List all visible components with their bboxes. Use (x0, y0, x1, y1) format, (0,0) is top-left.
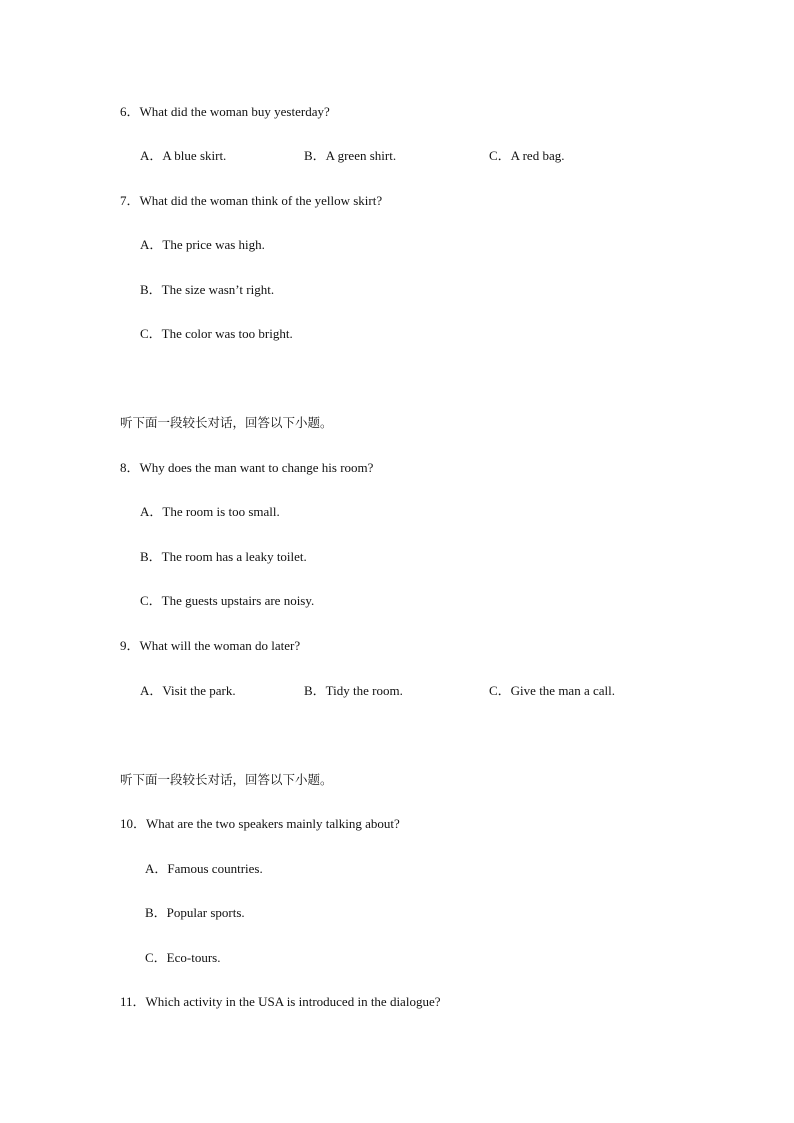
question-10-stem: 10．What are the two speakers mainly talking about? (120, 816, 400, 831)
question-9-option-c: C．Give the man a call. (489, 683, 615, 698)
question-6-option-a: A．A blue skirt. (140, 148, 227, 163)
question-11-stem: 11．Which activity in the USA is introduced in the dialogue? (120, 994, 441, 1009)
question-10-option-b: B．Popular sports. (145, 905, 245, 920)
question-8-option-c: C．The guests upstairs are noisy. (140, 593, 315, 608)
section-instruction: 听下面一段较长对话，回答以下小题。 (120, 772, 333, 787)
question-7-option-c: C．The color was too bright. (140, 326, 293, 341)
question-6-stem: 6．What did the woman buy yesterday? (120, 104, 330, 119)
question-10-option-a: A．Famous countries. (145, 861, 263, 876)
question-8-stem: 8．Why does the man want to change his room? (120, 460, 374, 475)
section-instruction: 听下面一段较长对话，回答以下小题。 (120, 415, 333, 430)
question-9-stem: 9．What will the woman do later? (120, 638, 301, 653)
question-7-stem: 7．What did the woman think of the yellow skirt? (120, 193, 383, 208)
question-6-option-c: C．A red bag. (489, 148, 565, 163)
question-7-option-a: A．The price was high. (140, 237, 265, 252)
question-9-option-b: B．Tidy the room. (304, 683, 403, 698)
question-8-option-a: A．The room is too small. (140, 504, 280, 519)
question-9-option-a: A．Visit the park. (140, 683, 236, 698)
question-10-option-c: C．Eco-tours. (145, 950, 221, 965)
question-6-option-b: B．A green shirt. (304, 148, 397, 163)
question-7-option-b: B．The size wasn’t right. (140, 282, 275, 297)
question-8-option-b: B．The room has a leaky toilet. (140, 549, 307, 564)
